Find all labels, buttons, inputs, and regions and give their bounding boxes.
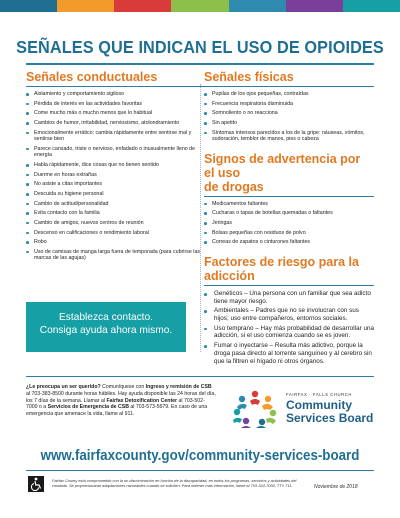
warning-signs-list — [204, 201, 374, 246]
list-item: Descenso en calificaciones o rendimiento laboral — [26, 230, 204, 237]
list-item: Medicamentos faltantes — [204, 201, 374, 208]
list-item: Síntomas intensos parecidos a los de la gripe: náuseas, vómitos, sudoración, temblor de manos, pies o cabeza — [204, 130, 374, 143]
logo-line2: Services Board — [286, 411, 374, 425]
column-divider — [200, 84, 201, 352]
cta-line1: Establezca contacto. — [58, 312, 153, 323]
warning-heading-line2: de drogas — [204, 179, 264, 194]
logo-tagline: FAIRFAX · FALLS CHURCH — [286, 392, 353, 397]
list-item: Bolsas pequeñas con residuos de polvo — [204, 230, 374, 237]
section-divider — [204, 285, 374, 286]
wheelchair-icon — [28, 476, 44, 492]
list-item: Cucharas o tapas de botellas quemadas o faltantes — [204, 210, 374, 217]
list-item: Fumar o inyectarse – Resulta más adictivo, porque la droga pasa directo al torrente sanguíneo y al cerebro sin que la filtren el hígado ni otros órganos. — [204, 342, 374, 365]
list-item: Pupilas de los ojos pequeñas, contraídas — [204, 91, 374, 98]
help-text: Comuníquese con — [100, 384, 146, 390]
list-item: Cambio de amigos, nuevos centros de reunión — [26, 220, 204, 227]
warning-heading-line1: Signos de advertencia por el uso — [204, 151, 361, 180]
list-item: Come mucho más o mucho menos que lo habitual — [26, 110, 204, 117]
list-item: Robo — [26, 239, 204, 246]
list-item: Emocionalmente errático; cambia rápidamente entre sentirse mal y sentirse bien — [26, 130, 204, 143]
nondiscrimination-notice: Fairfax County está comprometido con la no discriminación en función de la discapacidad, en todos los programas, servicios y actividades del condado. Se proporcionarán adaptaciones razonables cuando se soliciten. Para obtener más información, llame al 703-324-7000, TTY 711. — [52, 478, 297, 489]
help-text: al 703-383-8500 durante horas hábiles. Hay ayuda disponible las 24 horas del día, los 7 días de la semana. Llamar al — [26, 390, 216, 404]
help-text: al 703-502-7000 o a — [26, 397, 205, 411]
list-item: Aislamiento y comportamiento sigiloso — [26, 91, 204, 98]
risk-factors-list — [204, 290, 374, 365]
physical-signs-list — [204, 91, 374, 143]
behavioral-signs-heading: Señales conductuales — [26, 70, 158, 84]
list-item: Somnoliento o no reacciona — [204, 110, 374, 117]
list-item: Frecuencia respiratoria disminuida — [204, 101, 374, 108]
list-item: Evita contacto con la familia — [26, 210, 204, 217]
csb-intake-name: Ingreso y remisión de CSB — [145, 384, 212, 390]
color-segment — [57, 0, 114, 12]
color-segment — [229, 0, 286, 12]
emergency-services-name: Servicios de Emergencia de CSB — [47, 404, 129, 411]
list-item: Pérdida de interés en las actividades favoritas — [26, 101, 204, 108]
color-segment — [0, 0, 57, 12]
logo-line1: Community — [286, 398, 352, 412]
behavioral-signs-list — [26, 91, 204, 262]
list-item: Parece cansado, triste o nervioso, enfadado o inusualmente lleno de energía — [26, 146, 204, 159]
color-segment — [286, 0, 343, 12]
list-item: No asiste a citas importantes — [26, 181, 204, 188]
section-divider — [204, 196, 374, 197]
behavioral-signs-section — [26, 70, 204, 265]
risk-factors-heading: Factores de riesgo para la adicción — [204, 254, 359, 283]
list-item: Duerme en horas extrañas — [26, 172, 204, 179]
top-color-bar — [0, 0, 400, 12]
list-item: Sin apetito — [204, 120, 374, 127]
color-segment — [171, 0, 228, 12]
list-item: Uso de camisas de manga larga fuera de temporada (para cubrirse las marcas de las agujas) — [26, 249, 204, 262]
list-item: Habla rápidamente, dice cosas que no tienen sentido — [26, 162, 204, 169]
url-divider — [26, 470, 374, 471]
color-segment — [343, 0, 400, 12]
section-divider — [204, 86, 374, 87]
publication-date: Noviembre de 2018 — [314, 484, 358, 490]
list-item: Ambientales – Padres que no se involucran con sus hijos; uso entre compañeros, entornos sociales. — [204, 307, 374, 322]
list-item: Jeringas — [204, 220, 374, 227]
list-item: Cambio de actitud/personalidad — [26, 201, 204, 208]
warning-signs-heading — [204, 152, 374, 194]
physical-signs-heading: Señales físicas — [204, 70, 294, 84]
title-divider — [26, 63, 374, 65]
help-question: ¿Le preocupa un ser querido? — [26, 384, 101, 390]
right-column — [204, 70, 374, 367]
list-item: Descuida su higiene personal — [26, 191, 204, 198]
people-circle-icon — [228, 389, 282, 429]
call-to-action-box — [26, 302, 186, 352]
wheelchair-accessibility-icon — [28, 476, 44, 492]
color-segment — [114, 0, 171, 12]
csb-logo — [228, 389, 378, 429]
section-divider — [26, 86, 204, 87]
help-text: al 703-573-5679. En caso de una emergencia que amenace la vida, llame al 911. — [26, 404, 208, 418]
cta-line2: Consiga ayuda ahora mismo. — [39, 325, 173, 336]
help-paragraph — [26, 384, 216, 418]
list-item: Correas de zapatos o cinturones faltantes — [204, 239, 374, 246]
list-item: Cambios de humor, irritabilidad, nerviosismo, atolondramiento — [26, 120, 204, 127]
list-item: Uso temprano – Hay más probabilidad de desarrollar una adicción, si el uso comienza cuando se es joven. — [204, 325, 374, 340]
bottom-divider — [26, 376, 374, 377]
detox-center-name: Fairfax Detoxification Center — [106, 397, 178, 404]
list-item: Genéticos – Una persona con un familiar que sea adicto tiene mayor riesgo. — [204, 290, 374, 305]
page-title: SEÑALES QUE INDICAN EL USO DE OPIOIDES — [16, 37, 384, 57]
website-link[interactable]: www.fairfaxcounty.gov/community-services-board — [40, 448, 360, 464]
